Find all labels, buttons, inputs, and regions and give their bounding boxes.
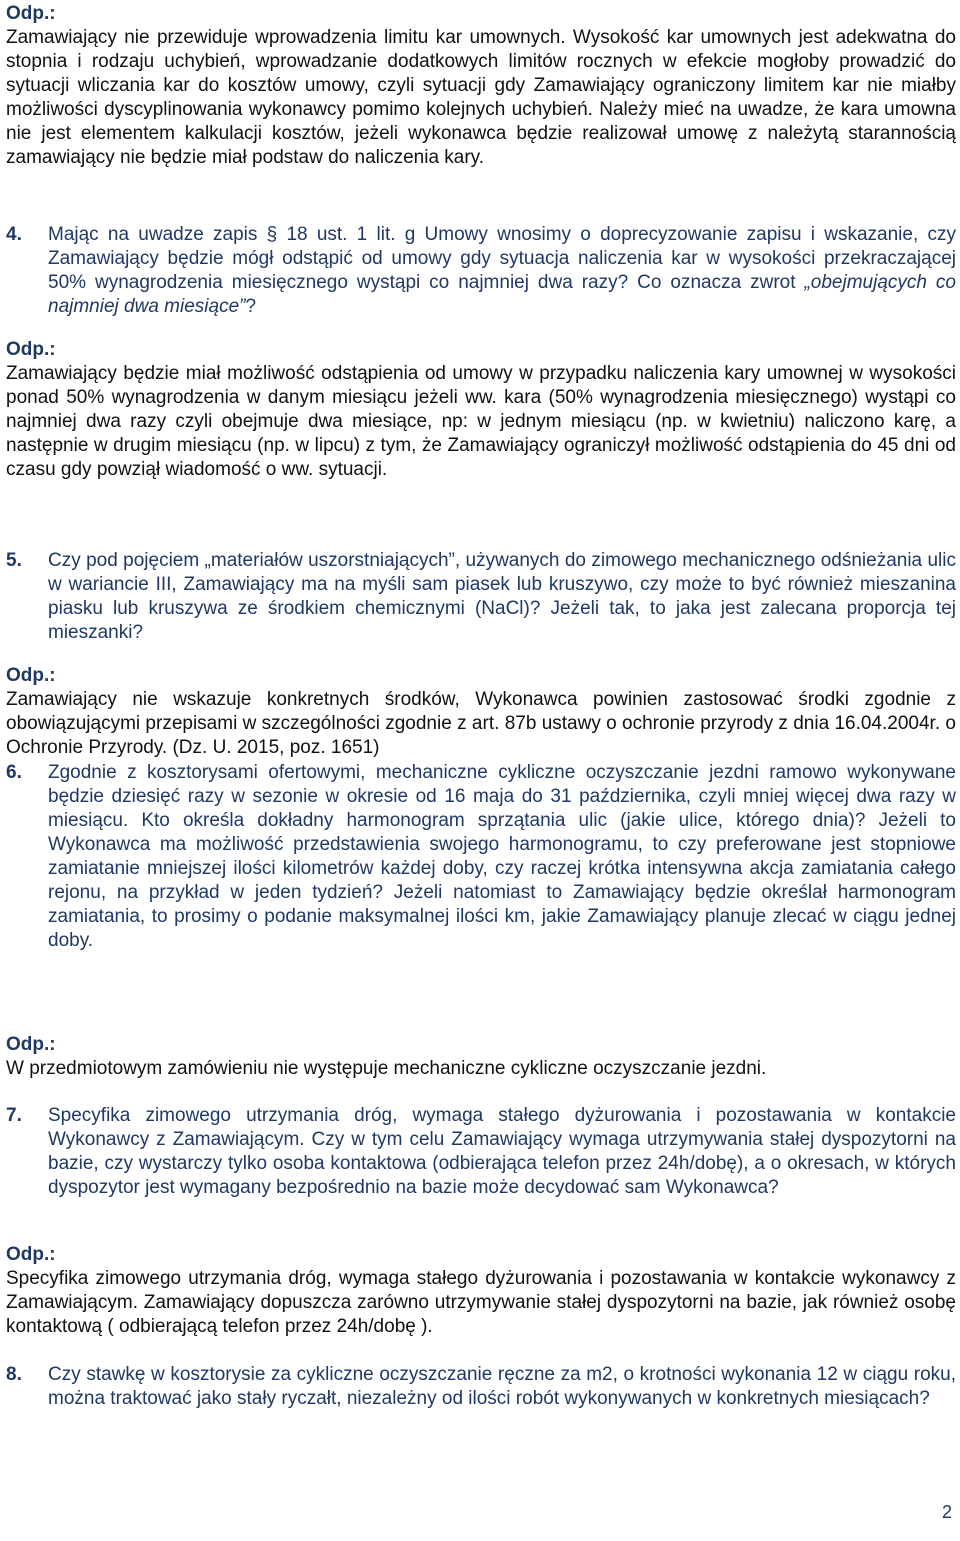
question-text-end: ? [245,296,257,317]
question-text: Czy stawkę w kosztorysie za cykliczne oczyszczanie ręczne za m2, o krotności wykonania 12 w ciągu roku, można traktować jako stały ryczałt, niezależny od ilości robót wykonywanych w konkretnych miesiącach? [48,1364,956,1409]
question-number: 5. [6,550,22,571]
question-7 [6,1104,956,1200]
page-number: 2 [941,1502,952,1522]
answer-5 [6,664,956,760]
question-text [48,223,956,319]
answer-label: Odp.: [6,3,56,24]
question-8 [6,1363,956,1411]
question-5 [6,549,956,645]
question-number: 6. [6,762,22,783]
answer-text: Zamawiający nie przewiduje wprowadzenia limitu kar umownych. Wysokość kar umownych jest adekwatna do stopnia i rodzaju uchybień, wprowadzanie dodatkowych limitów rocznych w efekcie mogłoby prowadzić do sytuacji wliczania kar do kosztów umowy, czyli sytuacji gdy Zamawiający ograniczony limitem kar nie miałby możliwości dyscyplinowania wykonawcy pomimo kolejnych uchybień. Należy mieć na uwadze, że kara umowna nie jest elementem kalkulacji kosztów, jeżeli wykonawca będzie realizował umowę z należytą starannością zamawiający nie będzie miał podstaw do naliczenia kary. [6,27,956,168]
answer-label: Odp.: [6,665,56,686]
question-6 [6,761,956,953]
answer-text: W przedmiotowym zamówieniu nie występuje mechaniczne cykliczne oczyszczanie jezdni. [6,1058,767,1079]
question-number: 8. [6,1364,22,1385]
question-number: 4. [6,224,22,245]
answer-block-prev [6,2,956,170]
question-text: Zgodnie z kosztorysami ofertowymi, mechaniczne cykliczne oczyszczanie jezdni ramowo wykonywane będzie dziesięć razy w sezonie w okresie od 16 maja do 31 października, czyli mniej więcej dwa razy w miesiącu. Kto określa dokładny harmonogram sprzątania ulic (jakie ulice, którego dnia)? Jeżeli to Wykonawca ma możliwość przedstawienia swojego harmonogramu, to czy preferowane jest stopniowe zamiatanie mniejszej ilości kilometrów każdej doby, czy raczej krótka intensywna akcja zamiatania całego rejonu, na przykład w jeden tydzień? Jeżeli natomiast to Zamawiający będzie określał harmonogram zamiatania, to prosimy o podanie maksymalnej ilości km, jakie Zamawiający planuje zlecać w ciągu jednej doby. [48,762,956,951]
answer-text: Zamawiający nie wskazuje konkretnych środków, Wykonawca powinien zastosować środki zgodnie z obowiązującymi przepisami w szczególności zgodnie z art. 87b ustawy o ochronie przyrody z dnia 16.04.2004r. o Ochronie Przyrody. (Dz. U. 2015, poz. 1651) [6,689,956,758]
answer-text: Zamawiający będzie miał możliwość odstąpienia od umowy w przypadku naliczenia kary umownej w wysokości ponad 50% wynagrodzenia w danym miesiącu jeżeli ww. kara (50% wynagrodzenia miesięcznego) wystąpi co najmniej dwa razy czyli obejmuje dwa miesiące, np: w jednym miesiącu (np. w kwietniu) naliczono karę, a następnie w drugim miesiącu (np. w lipcu) z tym, że Zamawiający ograniczył możliwość odstąpienia do 45 dni od czasu gdy powziął wiadomość o ww. sytuacji. [6,363,956,480]
answer-4 [6,338,956,482]
answer-label: Odp.: [6,339,56,360]
answer-text: Specyfika zimowego utrzymania dróg, wymaga stałego dyżurowania i pozostawania w kontakcie wykonawcy z Zamawiającym. Zamawiający dopuszcza zarówno utrzymywanie stałej dyspozytorni na bazie, jak również osobę kontaktową ( odbierającą telefon przez 24h/dobę ). [6,1268,956,1337]
question-text-part: Mając na uwadze zapis § 18 ust. 1 lit. g Umowy wnosimy o doprecyzowanie zapisu i wskazanie, czy Zamawiający będzie mógł odstąpić od umowy gdy sytuacja naliczenia kar w wysokości przekraczającej 50% wynagrodzenia miesięcznego wystąpi co najmniej dwa razy? Co oznacza zwrot [48,224,956,293]
question-text: Specyfika zimowego utrzymania dróg, wymaga stałego dyżurowania i pozostawania w kontakcie Wykonawcy z Zamawiającym. Czy w tym celu Zamawiający wymaga utrzymywania stałej dyspozytorni na bazie, czy wystarczy tylko osoba kontaktowa (odbierająca telefon przez 24h/dobę), a o okresach, w których dyspozytor jest wymagany bezpośrednio na bazie może decydować sam Wykonawca? [48,1105,956,1198]
question-number: 7. [6,1105,22,1126]
question-quote: „obejmujących co najmniej dwa miesiące” [48,272,956,317]
answer-label: Odp.: [6,1034,56,1055]
answer-6 [6,1033,956,1081]
answer-7 [6,1243,956,1339]
question-4 [6,223,956,319]
answer-label: Odp.: [6,1244,56,1265]
question-text: Czy pod pojęciem „materiałów uszorstniających”, używanych do zimowego mechanicznego odśnieżania ulic w wariancie III, Zamawiający ma na myśli sam piasek lub kruszywo, czy może to być również mieszanina piasku lub kruszywa ze środkiem chemicznymi (NaCl)? Jeżeli tak, to jaka jest zalecana proporcja tej mieszanki? [48,550,956,643]
